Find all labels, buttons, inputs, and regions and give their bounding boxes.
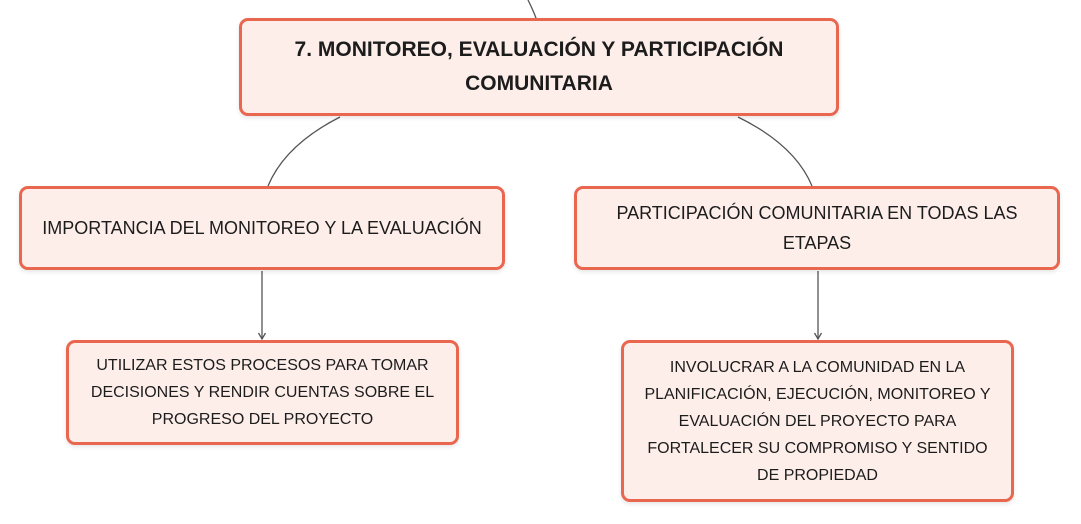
leaf-node-decision-making[interactable] (66, 340, 459, 445)
branch-node-community-participation[interactable] (574, 186, 1060, 270)
branch-node-monitoring-importance[interactable] (19, 186, 505, 270)
leaf-node-label: INVOLUCRAR A LA COMUNIDAD EN LA PLANIFICACIÓN, EJECUCIÓN, MONITOREO Y EVALUACIÓN DEL PROYECTO PARA FORTALECER SU COMPROMISO Y SENTIDO DE PROPIEDAD (644, 358, 991, 484)
parent-connector (528, 0, 536, 18)
branch-node-label: IMPORTANCIA DEL MONITOREO Y LA EVALUACIÓN (42, 218, 482, 238)
connector-root-left (268, 117, 340, 186)
branch-node-label: PARTICIPACIÓN COMUNITARIA EN TODAS LAS ETAPAS (616, 203, 1018, 253)
leaf-node-label: UTILIZAR ESTOS PROCESOS PARA TOMAR DECISIONES Y RENDIR CUENTAS SOBRE EL PROGRESO DEL PROYECTO (90, 357, 435, 428)
connector-root-right (738, 117, 812, 186)
leaf-node-community-involvement[interactable] (621, 340, 1014, 502)
root-node[interactable] (239, 18, 839, 116)
root-node-label: 7. MONITOREO, EVALUACIÓN Y PARTICIPACIÓN COMUNITARIA (294, 38, 784, 95)
